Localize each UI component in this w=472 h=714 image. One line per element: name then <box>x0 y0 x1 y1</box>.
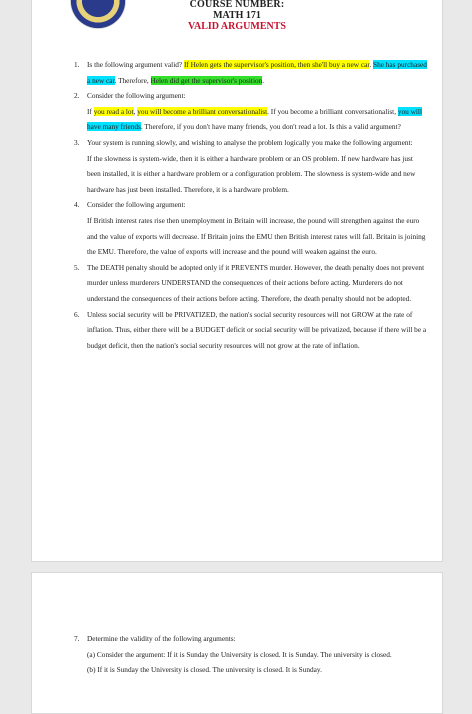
highlight-yellow: If Helen gets the supervisor's position, then she'll buy a new car <box>183 60 370 69</box>
question-text: The DEATH penalty should be adopted only if it PREVENTS murder. However, the death penalty does not prevent murder unless murderers UNDERSTAND the consequences of their actions before acting. Murderers do not understand the consequences of their actions before acting. Therefore, the death penalty should not be adopted. <box>87 262 425 303</box>
question-lead: Your system is running slowly, and wishing to analyse the problem logically you make the following argument: <box>87 137 413 147</box>
highlight-green: Helen did get the supervisor's position <box>150 75 263 85</box>
question-number: 6. <box>74 309 80 319</box>
document-title: VALID ARGUMENTS <box>188 21 286 32</box>
question-4 <box>74 197 427 259</box>
question-number: 2. <box>74 91 80 101</box>
highlight-cyan: She has purchased a new car <box>87 60 427 85</box>
text-run: . If you become a brilliant conversationalist, <box>267 106 398 116</box>
text-run: . <box>369 60 374 69</box>
question-7 <box>74 631 427 678</box>
document-page-1 <box>31 0 443 562</box>
question-number: 4. <box>74 200 80 210</box>
question-body: If the slowness is system-wide, then it is either a hardware problem or an OS problem. If new hardware has just been installed, it is either a hardware problem or a configuration problem. The slowness is system-wide and new hardware has just been installed. Therefore, it is a hardware problem. <box>87 153 416 194</box>
question-number: 3. <box>74 137 80 147</box>
question-lead: Consider the following argument: <box>87 200 186 210</box>
question-part-b: (b) If it is Sunday the University is closed. The university is closed. It is Sunday. <box>87 665 322 675</box>
question-list <box>74 57 427 353</box>
question-number: 7. <box>74 634 80 643</box>
question-3 <box>74 135 427 197</box>
course-code: MATH 171 <box>213 10 261 21</box>
course-number-label: COURSE NUMBER: <box>189 0 285 10</box>
question-text: Unless social security will be PRIVATIZED, the nation's social security resources will not GROW at the rate of inflation. Thus, either there will be a BUDGET deficit or social security will be privatized, because if there will be a budget deficit, then the nation's social security resources will not grow at the rate of inflation. <box>87 309 427 350</box>
highlight-cyan: you will have many friends <box>87 106 422 132</box>
question-number: 1. <box>74 60 80 69</box>
text-run: Is the following argument valid? <box>87 60 184 69</box>
question-6 <box>74 307 427 354</box>
question-2 <box>74 88 427 135</box>
question-part-a: (a) Consider the argument: If it is Sunday the University is closed. It is Sunday. The university is closed. <box>87 649 392 659</box>
question-text <box>87 60 427 85</box>
question-lead: Consider the following argument: <box>87 91 186 101</box>
question-list <box>74 631 427 678</box>
question-body <box>87 104 427 135</box>
document-header <box>32 0 442 32</box>
question-lead: Determine the validity of the following arguments: <box>87 634 236 643</box>
question-1 <box>74 57 427 88</box>
text-run: If <box>87 106 94 116</box>
document-page-2 <box>31 572 443 714</box>
text-run: , <box>133 106 138 116</box>
text-run: . Therefore, if you don't have many friends, you don't read a lot. Is this a valid argument? <box>140 122 401 132</box>
question-body: If British interest rates rise then unemployment in Britain will increase, the pound will strengthen against the euro and the value of exports will decrease. If Britain joins the EMU then British interest rates will fall. Britain is joining the EMU. Therefore, the value of exports will increase and the pound will weaken against the euro. <box>87 215 426 257</box>
text-run: . Therefore, <box>114 75 151 85</box>
question-number: 5. <box>74 262 80 272</box>
highlight-yellow: you will become a brilliant conversationalist <box>137 106 268 116</box>
highlight-yellow: you read a lot <box>93 106 134 116</box>
question-5 <box>74 260 427 307</box>
text-run: . <box>262 75 265 85</box>
